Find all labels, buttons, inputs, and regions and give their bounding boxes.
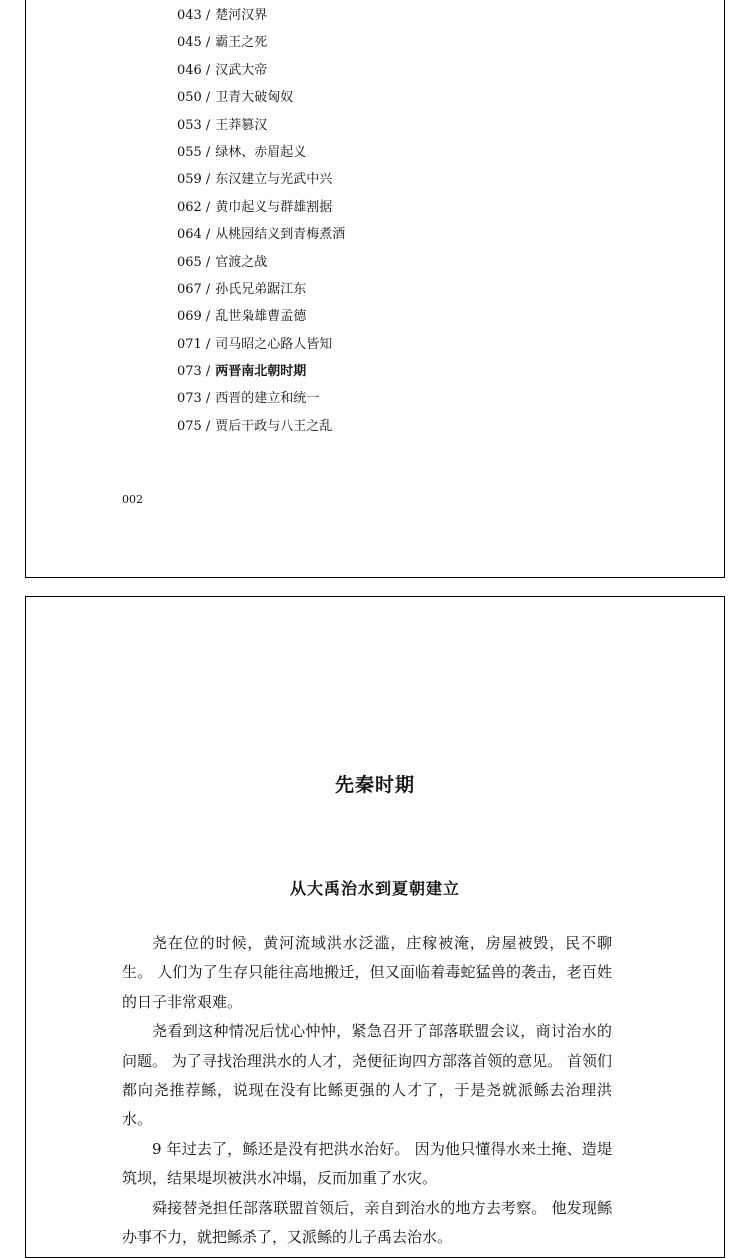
toc-title: 王莽篡汉 [215, 117, 268, 133]
toc-separator: / [205, 172, 211, 188]
toc-page-number: 043 [177, 8, 202, 23]
toc-title: 乱世枭雄曹孟德 [215, 309, 307, 325]
toc-title: 两晋南北朝时期 [215, 364, 307, 380]
toc-page-number: 065 [177, 254, 202, 270]
toc-page-number: 073 [177, 391, 202, 407]
toc-entry [177, 139, 345, 166]
toc-separator: / [205, 35, 211, 51]
toc-page [25, 0, 725, 578]
page-number: 002 [122, 493, 143, 506]
toc-entry [177, 112, 345, 139]
toc-page-number: 053 [177, 117, 202, 133]
toc-entry [177, 413, 345, 440]
toc-entry [177, 303, 345, 330]
toc-entry [177, 84, 345, 111]
toc-page-number: 059 [177, 172, 202, 188]
toc-separator: / [205, 254, 211, 270]
toc-page-number: 069 [177, 309, 202, 325]
toc-title: 楚河汉界 [215, 8, 268, 23]
toc-page-number: 064 [177, 227, 202, 243]
toc-title: 黄巾起义与群雄割据 [215, 199, 333, 215]
toc-entry [177, 166, 345, 193]
body-text [122, 929, 612, 1252]
toc-separator: / [205, 117, 211, 133]
toc-title: 贾后干政与八王之乱 [215, 418, 333, 434]
toc-entry [177, 276, 345, 303]
toc-entry [177, 385, 345, 412]
toc-entry [177, 194, 345, 221]
toc-separator: / [205, 309, 211, 325]
toc-entry [177, 249, 345, 276]
toc-page-number: 071 [177, 336, 202, 352]
toc-title: 孙氏兄弟踞江东 [215, 281, 307, 297]
toc-separator: / [205, 199, 211, 215]
toc-title: 东汉建立与光武中兴 [215, 172, 333, 188]
paragraph: 9 年过去了，鲧还是没有把洪水治好。 因为他只懂得水来土掩、造堤筑坝，结果堤坝被洪水冲塌，反而加重了水灾。 [122, 1139, 612, 1188]
toc-page-number: 055 [177, 144, 202, 160]
toc-entry [177, 29, 345, 56]
toc-entry [177, 331, 345, 358]
toc-title: 官渡之战 [215, 254, 268, 270]
toc-entry [177, 2, 345, 29]
toc-separator: / [205, 8, 211, 23]
toc-title: 绿林、赤眉起义 [215, 144, 307, 160]
toc-separator: / [205, 418, 211, 434]
toc-page-number: 075 [177, 418, 202, 434]
toc-title: 汉武大帝 [215, 62, 268, 78]
toc-separator: / [205, 90, 211, 106]
toc-separator: / [205, 336, 211, 352]
toc-title: 司马昭之心路人皆知 [215, 336, 333, 352]
toc-separator: / [205, 364, 211, 380]
toc-separator: / [205, 227, 211, 243]
toc-page-number: 045 [177, 35, 202, 51]
toc-separator: / [205, 144, 211, 160]
table-of-contents [177, 2, 345, 440]
toc-entry [177, 221, 345, 248]
section-title: 从大禹治水到夏朝建立 [289, 879, 460, 898]
paragraph: 尧在位的时候，黄河流域洪水泛滥，庄稼被淹，房屋被毁，民不聊生。 人们为了生存只能往高地搬迁，但又面临着毒蛇猛兽的袭击，老百姓的日子非常艰难。 [122, 934, 612, 1011]
toc-title: 霸王之死 [215, 35, 268, 51]
toc-separator: / [205, 281, 211, 297]
toc-title: 从桃园结义到青梅煮酒 [215, 227, 346, 243]
toc-separator: / [205, 391, 211, 407]
toc-entry [177, 358, 345, 385]
toc-separator: / [205, 62, 211, 78]
toc-title: 卫青大破匈奴 [215, 90, 294, 106]
paragraph: 尧看到这种情况后忧心忡忡，紧急召开了部落联盟会议，商讨治水的问题。 为了寻找治理洪水的人才，尧便征询四方部落首领的意见。 首领们都向尧推荐鲧，说现在没有比鲧更强的人才了，于是尧就派鲧去治理洪水。 [122, 1022, 612, 1129]
toc-page-number: 067 [177, 281, 202, 297]
toc-entry [177, 57, 345, 84]
toc-page-number: 073 [177, 364, 202, 380]
toc-page-number: 046 [177, 62, 202, 78]
paragraph: 舜接替尧担任部落联盟首领后，亲自到治水的地方去考察。 他发现鲧办事不力，就把鲧杀了，又派鲧的儿子禹去治水。 [122, 1198, 612, 1247]
chapter-title: 先秦时期 [334, 774, 415, 796]
content-page [25, 596, 725, 1258]
toc-page-number: 050 [177, 90, 202, 106]
toc-page-number: 062 [177, 199, 202, 215]
toc-title: 西晋的建立和统一 [215, 391, 320, 407]
